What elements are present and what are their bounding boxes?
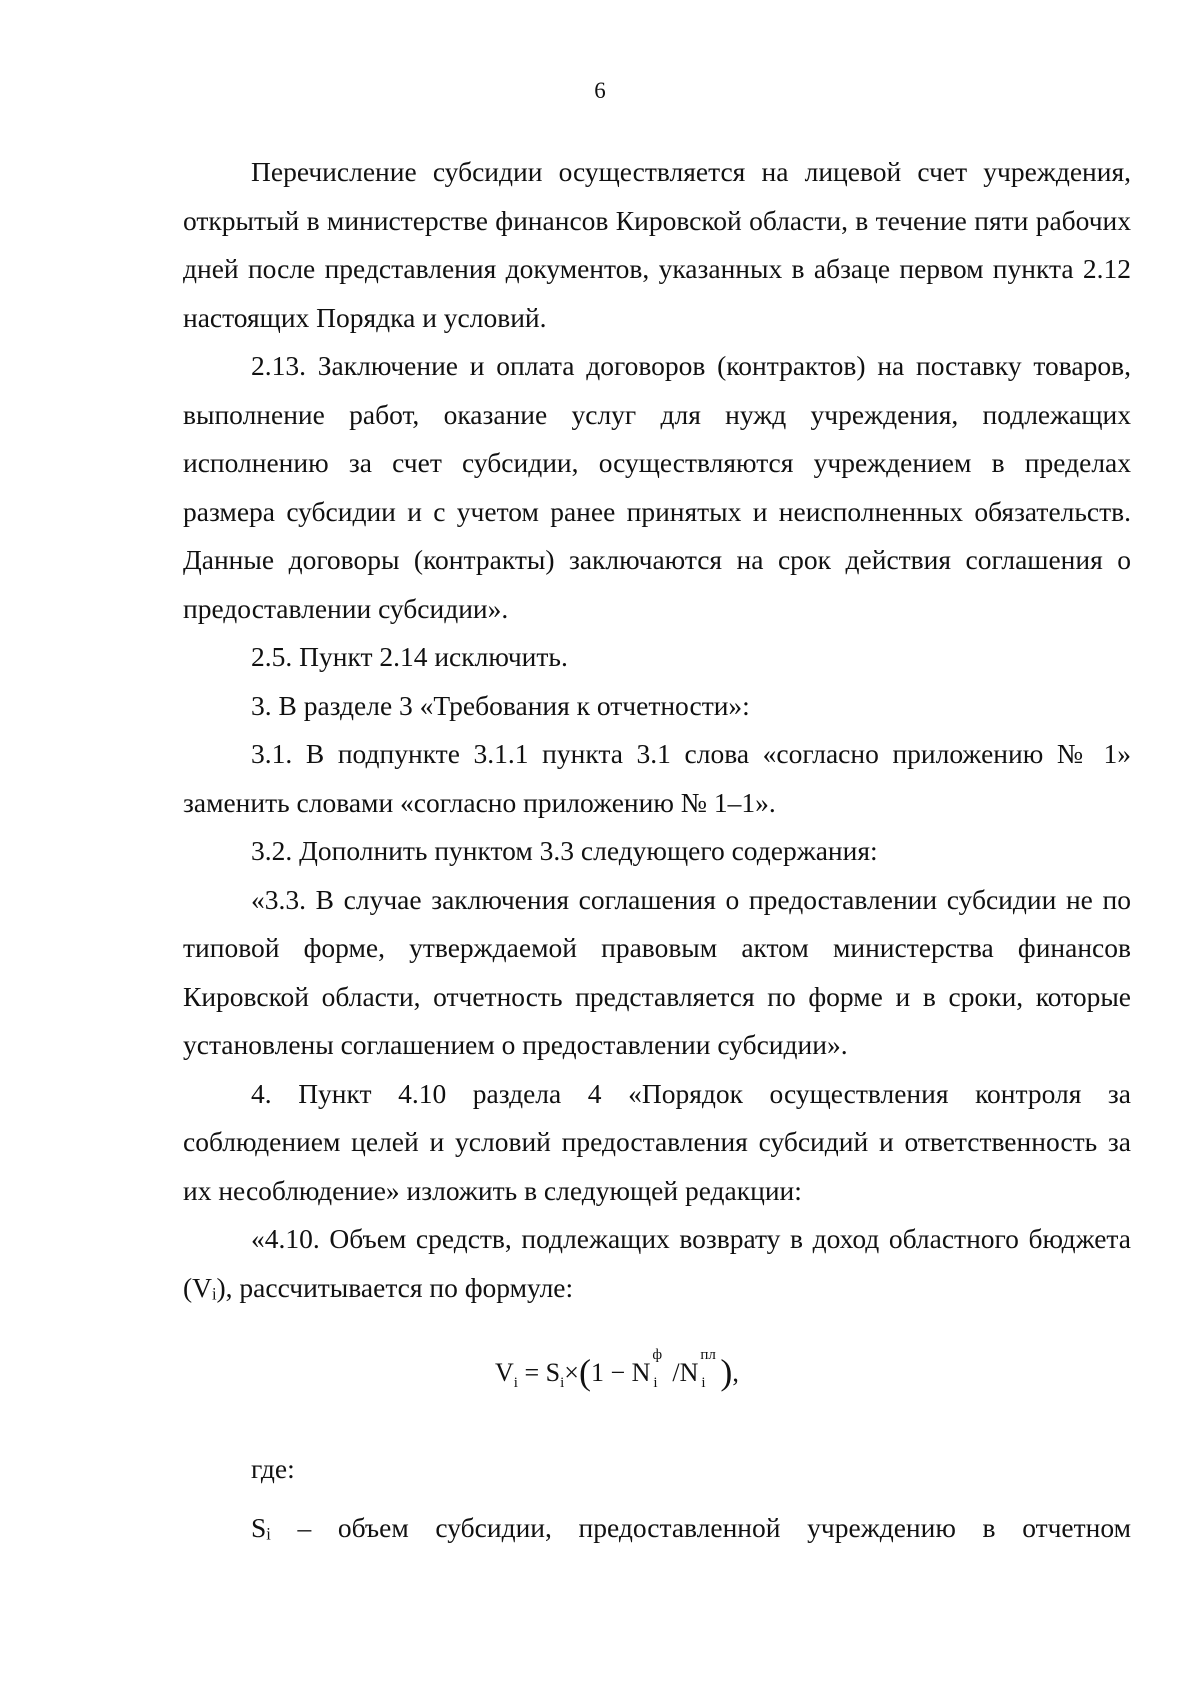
formula-equals: = [524,1358,540,1387]
document-body [183,148,1131,1552]
formula-block [183,1312,1131,1435]
formula-open-paren: ( [578,1352,591,1392]
formula-sup-pl: пл [700,1347,716,1363]
formula-n-f-indices [650,1347,672,1392]
paragraph-transfer-subsidy: Перечисление субсидии осуществляется на лицевой счет учреждения, открытый в министерстве финансов Кировской области, в течение пяти рабочих дней после представления документов, указанных в абзаце первом пункта 2.12 настоящих Порядка и условий. [183,156,1131,333]
paragraph-3-2: 3.2. Дополнить пунктом 3.3 следующего содержания: [251,835,878,866]
paragraph-section-3: 3. В разделе 3 «Требования к отчетности»: [251,689,750,721]
formula-v: V [495,1358,514,1387]
formula-sup-f: ф [652,1347,663,1363]
paragraph-2-13-contracts: 2.13. Заключение и оплата договоров (контрактов) на поставку товаров, выполнение работ, оказание услуг для нужд учреждения, подлежащих исполнению за счет субсидии, осуществляются учреждением в пределах размера субсидии и с учетом ранее принятых и неисполненных обязательств. Данные договоры (контракты) заключаются на срок действия соглашения о предоставлении субсидии». [183,350,1131,624]
where-label: где: [251,1453,295,1484]
paragraph-2-5-exclude: 2.5. Пункт 2.14 исключить. [251,641,568,672]
formula-sub-i-nf: i [653,1375,658,1391]
page-number: 6 [594,78,606,103]
formula-sub-i-s: i [560,1375,565,1391]
paragraph-4-point-4-10: 4. Пункт 4.10 раздела 4 «Порядок осуществления контроля за соблюдением целей и условий предоставления субсидий и ответственность за их несоблюдение» изложить в следующей редакции: [183,1077,1131,1206]
paragraph-3-1: 3.1. В подпункте 3.1.1 пункта 3.1 слова «согласно приложению № 1» заменить словами «согласно приложению № 1–1». [183,738,1131,818]
formula-times: × [564,1358,579,1387]
paragraph-4-10-quote: «4.10. Объем средств, подлежащих возврату в доход областного бюджета (Vᵢ), рассчитывается по формуле: [183,1223,1131,1303]
formula-comma: , [732,1358,739,1387]
formula [495,1347,739,1403]
formula-sub-i-npl: i [701,1375,706,1391]
formula-close-paren: ) [720,1352,733,1392]
definition-s-i: Sᵢ – объем субсидии, предоставленной учреждению в отчетном [251,1511,1131,1543]
paragraph-3-3-quote: «3.3. В случае заключения соглашения о предоставлении субсидии не по типовой форме, утверждаемой правовым актом министерства финансов Кировской области, отчетность представляется по форме и в сроки, которые установлены соглашением о предоставлении субсидии». [183,883,1131,1060]
formula-n-pl-indices [698,1347,720,1392]
formula-s: S [545,1358,561,1387]
formula-one-minus-n: 1 − N [590,1358,651,1387]
formula-sub-i: i [513,1375,518,1391]
formula-slash-n: /N [672,1358,699,1387]
